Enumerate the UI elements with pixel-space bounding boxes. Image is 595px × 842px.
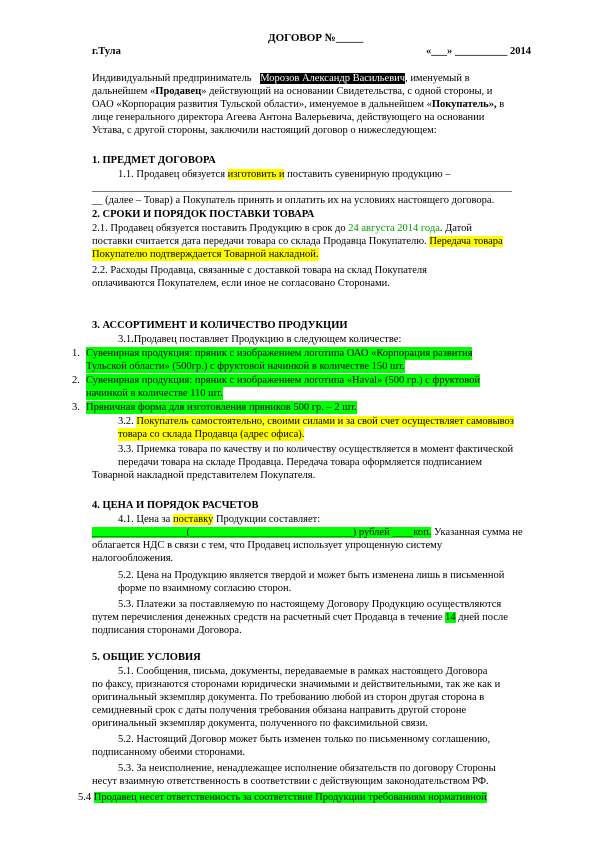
intro-line-2	[92, 85, 492, 98]
s4-line-7: 5.3. Платежи за поставляемую по настоящему Договору Продукцию осуществляются	[118, 599, 502, 610]
s4-line-3: облагается НДС в связи с тем, что Продавец использует упрощенную систему	[92, 540, 443, 551]
s2-line-2	[92, 235, 503, 248]
s3-line-2	[118, 415, 514, 428]
delivery-deadline: 24 августа 2014 года	[348, 223, 440, 234]
intro-line-3	[92, 98, 504, 111]
s3-item-2-line-1: Сувенирная продукция: пряник с изображением логотипа «Haval» (500 гр.) с фруктовой	[86, 375, 480, 386]
intro-text: дальнейшем «	[92, 86, 156, 97]
s2-line-3: Покупателю подтверждается Товарной накладной.	[92, 249, 319, 260]
s5-line-4: семидневный срок с даты получения требования обязана направить другой стороне	[92, 705, 467, 716]
s3-highlight: Покупатель самостоятельно, своими силами и за свой счет осуществляет самовывоз	[136, 416, 514, 427]
s3-item-3-line-1: Пряничная форма для изготовления пряников 500 гр. – 2 шт.	[86, 402, 357, 413]
s3-text: 3.2.	[118, 416, 137, 427]
s3-line-6: Товарной накладной представителем Покупателя.	[92, 470, 316, 481]
s5-line-9: несут взаимную ответственность в соответствии с действующим законодательством РФ.	[92, 776, 489, 787]
s4-line-5: 5.2. Цена на Продукцию является твердой и может быть изменена лишь в письменной	[118, 570, 505, 581]
s4-line-8	[92, 611, 508, 624]
intro-text: » действующий на основании Свидетельства, с одной стороны, и	[201, 86, 493, 97]
s4-line-9: подписания сторонами Договора.	[92, 625, 242, 636]
s3-item-1-line-1: Сувенирная продукция: пряник с изображением логотипа ОАО «Корпорация развития	[86, 348, 473, 359]
s5-line-6: 5.2. Настоящий Договор может быть изменен только по письменному соглашению,	[118, 734, 491, 745]
s4-line-6: форме по взаимному согласию сторон.	[118, 583, 292, 594]
s3-item-2-line-2: начинкой в количестве 110 шт.	[86, 388, 223, 399]
s4-text: Указанная сумма не	[431, 527, 523, 538]
price-blank-unit: коп.	[413, 527, 432, 538]
s4-line-1	[118, 513, 320, 526]
s4-text: путем перечисления денежных средств на расчетный счет Продавца в течение	[92, 612, 446, 623]
s2-line-4: 2.2. Расходы Продавца, связанные с доставкой товара на склад Покупателя	[92, 265, 427, 276]
contract-title: ДОГОВОР №_____	[268, 32, 364, 44]
city-label: г.Тула	[92, 46, 121, 57]
s5-text: 5.4	[78, 792, 94, 803]
s2-text: . Датой	[439, 223, 472, 234]
price-blank-kopecks: ____	[392, 527, 414, 538]
s5-line-7: подписанному обеими сторонами.	[92, 747, 246, 758]
intro-line-5: Устава, с другой стороны, заключили настоящий договор о нижеследующем:	[92, 125, 437, 136]
s4-line-2	[92, 526, 523, 539]
s5-line-3: оригинальный экземпляр документа. По требованию любой из сторон другая сторона в	[92, 692, 485, 703]
intro-text: ОАО «Корпорация развития Тульской области», именуемое в дальнейшем «	[92, 99, 432, 110]
contract-date: «___» __________ 2014	[426, 46, 531, 57]
s1-highlight: изготовить и	[227, 169, 285, 180]
s4-line-4: налогообложения.	[92, 553, 174, 564]
s3-line-4: 3.3. Приемка товара по качеству и по количеству осуществляется в момент фактической	[118, 444, 514, 455]
s4-highlight: поставку	[172, 514, 214, 525]
intro-text: в	[496, 99, 505, 110]
s1-line-1	[118, 168, 450, 181]
s3-item-3-number: 3.	[72, 402, 80, 413]
s4-text: 4.1. Цена за	[118, 514, 173, 525]
s3-item-1-line-2: Тульской области» (500гр.) с фруктовой начинкой в количестве 150 шт.	[86, 361, 405, 372]
s3-item-2-number: 2.	[72, 375, 80, 386]
s2-text: 2.1. Продавец обязуется поставить Продукцию в срок до	[92, 223, 349, 234]
s2-text: поставки считается дата передачи товара со склада Продавца Покупателю.	[92, 236, 430, 247]
price-blank: __________________(_______________________________) рублей	[92, 527, 393, 538]
section-4-title: 4. ЦЕНА И ПОРЯДОК РАСЧЕТОВ	[92, 500, 259, 511]
s5-line-5: оригинальный экземпляр документа, полученного по факсимильной связи.	[92, 718, 428, 729]
section-5-title: 5. ОБЩИЕ УСЛОВИЯ	[92, 652, 201, 663]
s5-highlight: Продавец несет ответственность за соответствие Продукции требованиям нормативной	[93, 792, 487, 803]
section-1-title: 1. ПРЕДМЕТ ДОГОВОРА	[92, 155, 216, 166]
s2-line-5: оплачиваются Покупателем, если иное не согласовано Сторонами.	[92, 278, 390, 289]
s5-line-2: по факсу, признаются сторонами юридически значимыми и действительными, так же как и	[92, 679, 501, 690]
s1-text: поставить сувенирную продукцию –	[284, 169, 451, 180]
s3-line-1: 3.1.Продавец поставляет Продукцию в следующем количестве:	[118, 334, 402, 345]
s2-line-1	[92, 222, 472, 235]
payment-days: 14	[445, 612, 456, 623]
seller-term: Продавец	[155, 86, 202, 97]
s3-line-5: передачи товара на складе Продавца. Передача товара оформляется подписанием	[118, 457, 482, 468]
intro-text: , именуемый в	[405, 73, 470, 84]
s1-text: 1.1. Продавец обязуется	[118, 169, 228, 180]
seller-name: Морозов Александр Васильевич	[260, 73, 406, 84]
s1-line-2: ________________________________________________________________________________	[92, 182, 512, 193]
s1-line-3: __ (далее – Товар) а Покупатель принять и оплатить их на условиях настоящего договора.	[92, 195, 495, 206]
s5-line-1: 5.1. Сообщения, письма, документы, передаваемые в рамках настоящего Договора	[118, 666, 488, 677]
section-2-title: 2. СРОКИ И ПОРЯДОК ПОСТАВКИ ТОВАРА	[92, 209, 315, 220]
s5-line-10	[78, 791, 487, 804]
s2-highlight: Передача товара	[429, 236, 503, 247]
s4-text: дней после	[455, 612, 508, 623]
s3-line-3: товара со склада Продавца (адрес офиса).	[118, 429, 305, 440]
s5-line-8: 5.3. За неисполнение, ненадлежащее исполнение обязательств по договору Стороны	[118, 763, 496, 774]
s4-text: Продукции составляет:	[213, 514, 321, 525]
buyer-term: Покупатель»,	[431, 99, 497, 110]
intro-text: Индивидуальный предприниматель	[92, 73, 252, 84]
section-3-title: 3. АССОРТИМЕНТ И КОЛИЧЕСТВО ПРОДУКЦИИ	[92, 320, 348, 331]
intro-line-4: лице генерального директора Агеева Антона Валерьевича, действующего на основании	[92, 112, 485, 123]
intro-line-1	[92, 72, 544, 85]
s3-item-1-number: 1.	[72, 348, 80, 359]
